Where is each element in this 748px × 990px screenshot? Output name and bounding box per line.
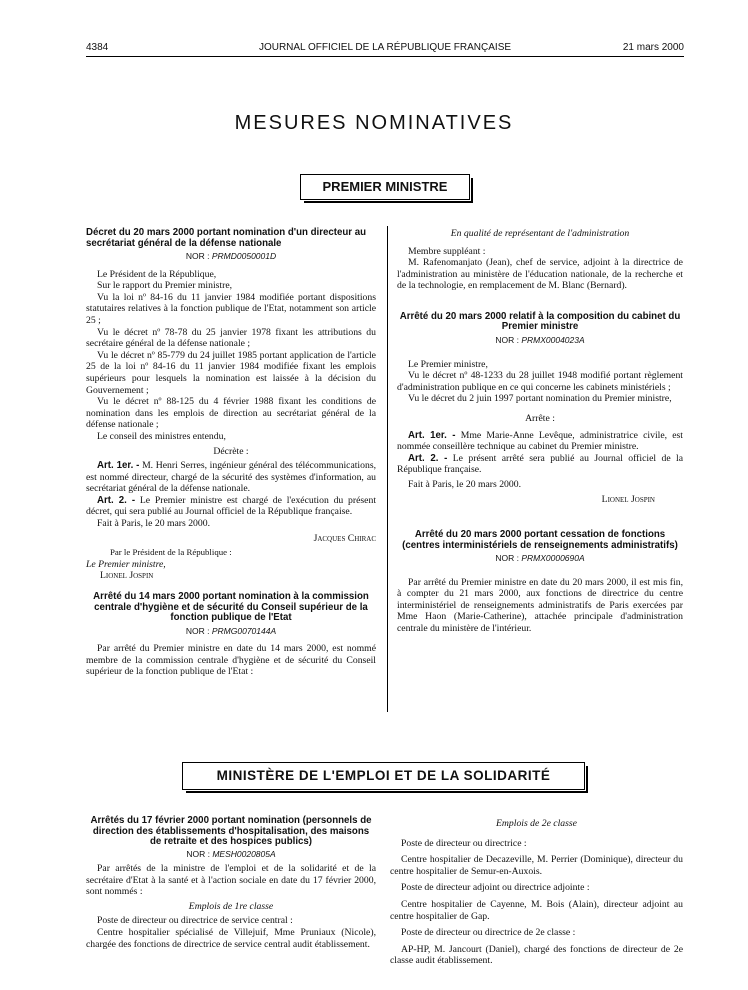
arrete20-article-2 xyxy=(397,453,683,476)
arrete14-nor xyxy=(86,626,376,638)
article-text: Mme Marie-Anne Levêque, administratrice civile, est nommée conseillère technique au cabinet du Premier ministre. xyxy=(397,429,683,453)
pm-name: Lionel Jospin xyxy=(100,570,154,582)
left-column-section1 xyxy=(86,228,376,678)
article-label: Art. 2. - xyxy=(97,494,136,506)
arrete20-paragraph: Vu le décret nº 48-1233 du 28 juillet 1948 modifié portant règlement d'administration publique en ce qui concerne les cabinets ministériels ; xyxy=(397,370,683,393)
decree-title: Décret du 20 mars 2000 portant nomination d'un directeur au secrétariat général de la défense nationale xyxy=(86,227,367,249)
decree-signature: Jacques Chirac xyxy=(313,532,376,544)
class2-heading: Emplois de 2e classe xyxy=(496,818,577,829)
header-rule xyxy=(86,56,684,57)
article-text: M. Henri Serres, ingénieur général des télécommunications, est nommé directeur, chargé de la sécurité des systèmes d'information, au secrétariat général de la défense nationale. xyxy=(86,460,377,495)
cessation-title: Arrêté du 20 mars 2000 portant cessation de fonctions (centres interministériels de renseignements administratifs) xyxy=(402,529,678,551)
decree-paragraph: Vu le décret nº 85-779 du 24 juillet 1985 portant application de l'article 25 de la loi nº 84-16 du 11 janvier 1984 modifiée fixant les emplois supérieurs pour lesquels la nomination est laissée à la décision du Gouvernement ; xyxy=(86,349,376,396)
decree-paragraph: Vu le décret nº 88-125 du 4 février 1988 fixant les conditions de nomination dans les emplois de direction au secrétariat général de la défense nationale ; xyxy=(86,396,376,431)
list-item: Centre hospitalier de Decazeville, M. Perrier (Dominique), directeur du centre hospitalier de Semur-en-Auxois. xyxy=(390,854,683,877)
arretes17-intro: Par arrêtés de la ministre de l'emploi et de la solidarité et de la secrétaire d'Etat à la santé et à l'action sociale en date du 17 février 2000, sont nommés : xyxy=(86,863,376,898)
decree-paragraph: Le conseil des ministres entendu, xyxy=(97,430,226,442)
decree-paragraph: Vu le décret nº 78-78 du 25 janvier 1978 fixant les attributions du secrétaire général de la défense nationale ; xyxy=(86,326,376,350)
page-header xyxy=(86,40,684,58)
article-text: Le Premier ministre est chargé de l'exécution du présent décret, qui sera publié au Journal officiel de la République française. xyxy=(86,494,377,518)
by-president: Par le Président de la République : xyxy=(110,547,232,558)
nor-code: PRMX0000690A xyxy=(521,553,585,564)
arrete20-paragraph: Le Premier ministre, xyxy=(408,358,488,370)
nor-code: PRMX0004023A xyxy=(521,334,585,345)
arrete20-nor xyxy=(397,335,683,347)
left-column-section2 xyxy=(86,816,376,950)
arrete20-done: Fait à Paris, le 20 mars 2000. xyxy=(408,478,522,490)
nor-label: NOR : xyxy=(185,625,210,636)
nor-label: NOR : xyxy=(185,251,210,261)
section-box-premier-ministre: PREMIER MINISTRE xyxy=(300,174,470,200)
decree-nor xyxy=(86,251,376,263)
nor-code: PRMG0070144A xyxy=(211,625,277,636)
nor-label: NOR : xyxy=(495,334,519,345)
column-divider xyxy=(387,226,388,712)
decree-decrete: Décrète : xyxy=(213,445,249,457)
decree-paragraph: Vu la loi nº 84-16 du 11 janvier 1984 modifiée portant dispositions statutaires relatives à la fonction publique de l'Etat, notamment son article 25 ; xyxy=(86,291,376,326)
membre-text: M. Rafenomanjato (Jean), chef de service, adjoint à la directrice de l'administration au ministère de l'éducation nationale, de la recherche et de la technologie, en remplacement de M. Blanc (Bernard). xyxy=(397,257,683,292)
arrete20-article-1 xyxy=(397,430,683,453)
right-column-section2 xyxy=(390,818,683,967)
nor-code: MESH0020805A xyxy=(212,848,276,859)
qualite-heading: En qualité de représentant de l'administration xyxy=(450,228,630,239)
decree-done: Fait à Paris, le 20 mars 2000. xyxy=(97,518,211,530)
section-box-ministere-emploi: MINISTÈRE DE L'EMPLOI ET DE LA SOLIDARITÉ xyxy=(182,762,585,790)
article-label: Art. 1er. - xyxy=(97,460,140,472)
arretes17-title: Arrêtés du 17 février 2000 portant nomination (personnels de direction des établissements d'hospitalisation, des maisons de retraite et des hospices publics) xyxy=(90,815,372,847)
list-item: Centre hospitalier de Cayenne, M. Bois (Alain), directeur adjoint au centre hospitalier de Gap. xyxy=(390,898,683,922)
arrete14-title: Arrêté du 14 mars 2000 portant nomination à la commission centrale d'hygiène et de sécurité du Conseil supérieur de la fonction publique de l'Etat xyxy=(93,591,369,624)
article-text: Le présent arrêté sera publié au Journal officiel de la République française. xyxy=(397,452,684,476)
nor-code: PRMD0050001D xyxy=(211,251,277,261)
arrete20-arrete: Arrête : xyxy=(525,412,555,424)
list-item: AP-HP, M. Jancourt (Daniel), chargé des fonctions de directeur de 2e classe audit établissement. xyxy=(390,943,683,967)
article-label: Art. 2. - xyxy=(408,452,448,464)
cessation-nor xyxy=(397,553,683,565)
arrete20-signature: Lionel Jospin xyxy=(601,493,655,505)
list-item: Poste de directeur ou directrice : xyxy=(401,837,527,849)
cessation-text: Par arrêté du Premier ministre en date du 20 mars 2000, il est mis fin, à compter du 21 mars 2000, aux fonctions de directrice du centre interministériel de renseignements administratifs de Paris exercées par Mme Haon (Marie-Catherine), attachée principale d'administration centrale du ministère de l'intérieur. xyxy=(397,576,683,635)
pm-role: Le Premier ministre, xyxy=(86,558,166,570)
decree-article-2 xyxy=(86,495,376,518)
poste1-text: Centre hospitalier spécialisé de Villejuif, Mme Pruniaux (Nicole), chargée des fonctions de directrice de service central audit établissement. xyxy=(86,927,376,950)
decree-article-1 xyxy=(86,460,376,495)
right-column-section1 xyxy=(397,228,683,635)
arretes17-nor xyxy=(86,849,376,861)
page-title: MESURES NOMINATIVES xyxy=(234,112,514,134)
arrete20-paragraph: Vu le décret du 2 juin 1997 portant nomination du Premier ministre, xyxy=(408,393,672,405)
page-number: 4384 xyxy=(86,42,109,53)
article-label: Art. 1er. - xyxy=(408,429,456,441)
decree-paragraph: Le Président de la République, xyxy=(97,268,217,280)
journal-title: JOURNAL OFFICIEL DE LA RÉPUBLIQUE FRANÇAISE xyxy=(258,42,512,53)
list-item: Poste de directeur ou directrice de 2e classe : xyxy=(401,927,576,939)
issue-date: 21 mars 2000 xyxy=(622,42,684,53)
class1-heading: Emplois de 1re classe xyxy=(188,900,274,912)
membre-label: Membre suppléant : xyxy=(408,245,486,257)
arrete14-text: Par arrêté du Premier ministre en date du 14 mars 2000, est nommé membre de la commission centrale d'hygiène et de sécurité du Conseil supérieur de la fonction publique de l'Etat : xyxy=(86,643,376,678)
nor-label: NOR : xyxy=(495,553,519,564)
list-item: Poste de directeur adjoint ou directrice adjointe : xyxy=(401,882,590,894)
nor-label: NOR : xyxy=(186,848,210,859)
arrete20-title: Arrêté du 20 mars 2000 relatif à la composition du cabinet du Premier ministre xyxy=(399,310,681,333)
decree-paragraph: Sur le rapport du Premier ministre, xyxy=(97,280,233,292)
poste1-label: Poste de directeur ou directrice de service central : xyxy=(97,915,293,927)
